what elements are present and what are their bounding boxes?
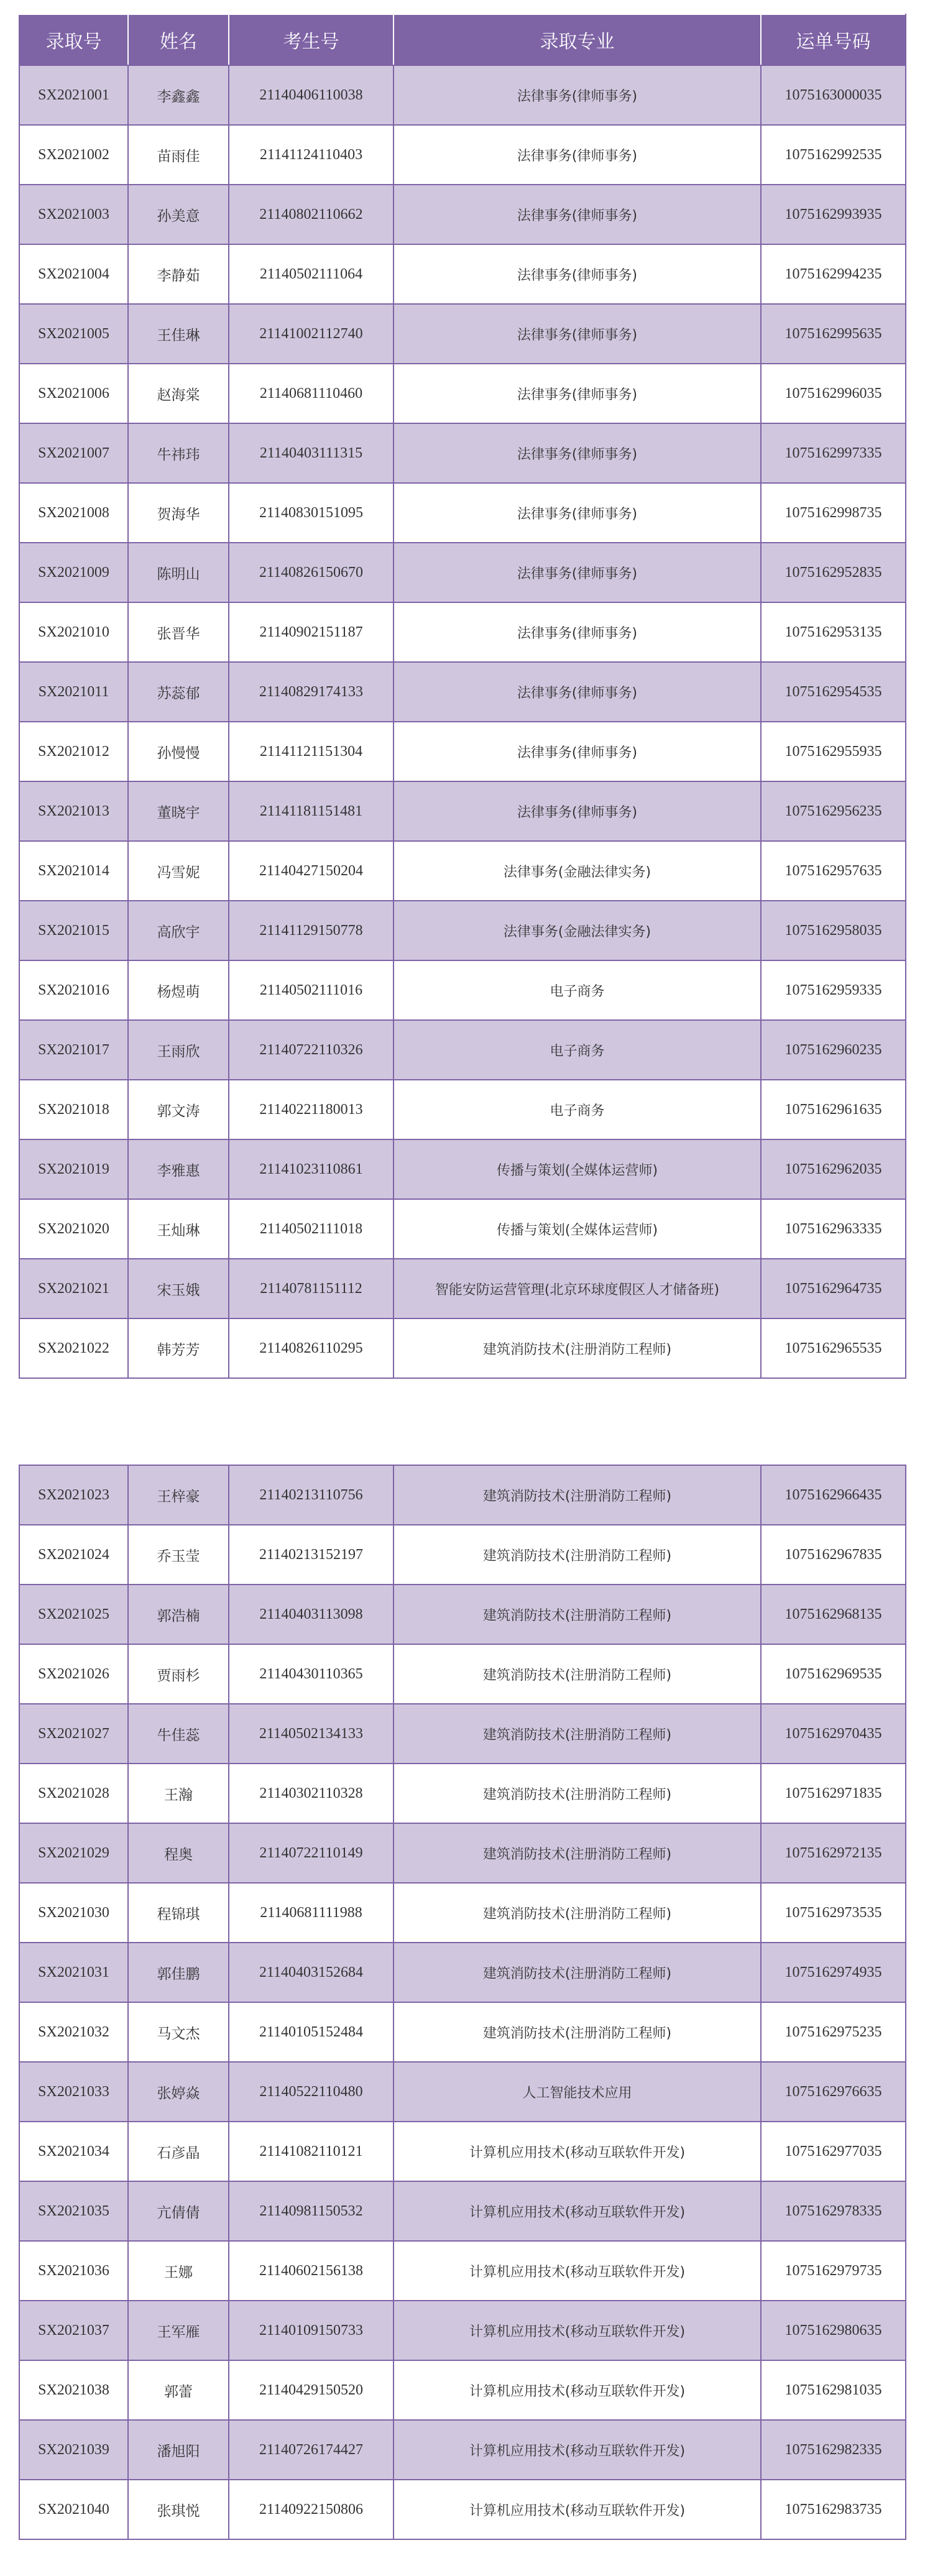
major-cell: 建筑消防技术(注册消防工程师) — [393, 1525, 761, 1585]
exam-no-cell: 21140981150532 — [229, 2181, 393, 2241]
major-cell: 智能安防运营管理(北京环球度假区人才储备班) — [393, 1259, 761, 1318]
admission-no-cell: SX2021022 — [19, 1318, 128, 1378]
major-cell: 建筑消防技术(注册消防工程师) — [393, 1585, 761, 1644]
major-cell: 电子商务 — [393, 1080, 761, 1139]
admission-no-cell: SX2021017 — [19, 1020, 128, 1080]
major-cell: 法律事务(律师事务) — [393, 602, 761, 662]
waybill-no-cell: 1075162958035 — [761, 901, 906, 960]
exam-no-cell: 21140502134133 — [229, 1704, 393, 1764]
student-name-cell: 孙美意 — [128, 185, 229, 244]
waybill-no-cell: 1075162956235 — [761, 781, 906, 841]
student-name-cell: 郭文涛 — [128, 1080, 229, 1139]
student-name-cell: 郭浩楠 — [128, 1585, 229, 1644]
student-name-cell: 郭蕾 — [128, 2360, 229, 2420]
major-cell: 电子商务 — [393, 960, 761, 1020]
student-name-cell: 王瀚 — [128, 1764, 229, 1823]
table-row — [19, 1644, 906, 1704]
major-cell: 计算机应用技术(移动互联软件开发) — [393, 2360, 761, 2420]
table-row — [19, 1465, 906, 1525]
student-name-cell: 程奥 — [128, 1823, 229, 1883]
major-cell: 传播与策划(全媒体运营师) — [393, 1139, 761, 1199]
table-row — [19, 841, 906, 901]
waybill-no-cell: 1075162963335 — [761, 1199, 906, 1259]
table-row — [19, 65, 906, 125]
student-name-cell: 张婷焱 — [128, 2062, 229, 2122]
waybill-no-cell: 1075162998735 — [761, 483, 906, 543]
waybill-no-cell: 1075162973535 — [761, 1883, 906, 1943]
exam-no-cell: 21141002112740 — [229, 304, 393, 364]
major-cell: 法律事务(律师事务) — [393, 185, 761, 244]
waybill-no-cell: 1075162994235 — [761, 244, 906, 304]
student-name-cell: 王灿琳 — [128, 1199, 229, 1259]
major-cell: 法律事务(律师事务) — [393, 65, 761, 125]
table-row — [19, 244, 906, 304]
header-name: 姓名 — [128, 14, 229, 65]
admission-no-cell: SX2021011 — [19, 662, 128, 722]
admission-no-cell: SX2021001 — [19, 65, 128, 125]
major-cell: 法律事务(金融法律实务) — [393, 901, 761, 960]
waybill-no-cell: 1075162977035 — [761, 2122, 906, 2181]
student-name-cell: 李鑫鑫 — [128, 65, 229, 125]
exam-no-cell: 21140681110460 — [229, 364, 393, 423]
major-cell: 法律事务(律师事务) — [393, 304, 761, 364]
admission-no-cell: SX2021013 — [19, 781, 128, 841]
admission-no-cell: SX2021003 — [19, 185, 128, 244]
admission-no-cell: SX2021006 — [19, 364, 128, 423]
waybill-no-cell: 1075162968135 — [761, 1585, 906, 1644]
header-exam-no: 考生号 — [229, 14, 393, 65]
admission-no-cell: SX2021004 — [19, 244, 128, 304]
admission-no-cell: SX2021027 — [19, 1704, 128, 1764]
exam-no-cell: 21140406110038 — [229, 65, 393, 125]
exam-no-cell: 21140830151095 — [229, 483, 393, 543]
admission-no-cell: SX2021030 — [19, 1883, 128, 1943]
major-cell: 法律事务(律师事务) — [393, 543, 761, 602]
major-cell: 建筑消防技术(注册消防工程师) — [393, 1318, 761, 1378]
student-name-cell: 潘旭阳 — [128, 2420, 229, 2480]
admission-no-cell: SX2021024 — [19, 1525, 128, 1585]
table-row — [19, 364, 906, 423]
table-row — [19, 1704, 906, 1764]
exam-no-cell: 21141129150778 — [229, 901, 393, 960]
student-name-cell: 苏蕊郁 — [128, 662, 229, 722]
admission-no-cell: SX2021026 — [19, 1644, 128, 1704]
waybill-no-cell: 1075162967835 — [761, 1525, 906, 1585]
exam-no-cell: 21140213152197 — [229, 1525, 393, 1585]
major-cell: 法律事务(律师事务) — [393, 722, 761, 781]
table-body-2 — [19, 1465, 906, 2539]
exam-no-cell: 21140922150806 — [229, 2480, 393, 2539]
student-name-cell: 李静茹 — [128, 244, 229, 304]
student-name-cell: 张琪悦 — [128, 2480, 229, 2539]
admission-no-cell: SX2021007 — [19, 423, 128, 483]
waybill-no-cell: 1075162957635 — [761, 841, 906, 901]
waybill-no-cell: 1075162954535 — [761, 662, 906, 722]
header-major: 录取专业 — [393, 14, 761, 65]
admission-no-cell: SX2021029 — [19, 1823, 128, 1883]
student-name-cell: 李雅惠 — [128, 1139, 229, 1199]
admission-table-part-1 — [19, 14, 906, 1379]
waybill-no-cell: 1075162975235 — [761, 2002, 906, 2062]
table-row — [19, 602, 906, 662]
exam-no-cell: 21140213110756 — [229, 1465, 393, 1525]
admission-no-cell: SX2021033 — [19, 2062, 128, 2122]
table-row — [19, 1199, 906, 1259]
exam-no-cell: 21140826150670 — [229, 543, 393, 602]
admission-no-cell: SX2021014 — [19, 841, 128, 901]
student-name-cell: 张晋华 — [128, 602, 229, 662]
waybill-no-cell: 1075162982335 — [761, 2420, 906, 2480]
table-row — [19, 1525, 906, 1585]
waybill-no-cell: 1075162993935 — [761, 185, 906, 244]
waybill-no-cell: 1075162997335 — [761, 423, 906, 483]
exam-no-cell: 21140781151112 — [229, 1259, 393, 1318]
major-cell: 电子商务 — [393, 1020, 761, 1080]
student-name-cell: 贾雨杉 — [128, 1644, 229, 1704]
exam-no-cell: 21140902151187 — [229, 602, 393, 662]
table-row — [19, 185, 906, 244]
admission-no-cell: SX2021025 — [19, 1585, 128, 1644]
student-name-cell: 王梓豪 — [128, 1465, 229, 1525]
student-name-cell: 王雨欣 — [128, 1020, 229, 1080]
table-row — [19, 1943, 906, 2002]
major-cell: 法律事务(律师事务) — [393, 423, 761, 483]
table-row — [19, 960, 906, 1020]
student-name-cell: 董晓宇 — [128, 781, 229, 841]
major-cell: 法律事务(律师事务) — [393, 244, 761, 304]
table-row — [19, 1764, 906, 1823]
major-cell: 计算机应用技术(移动互联软件开发) — [393, 2241, 761, 2301]
major-cell: 法律事务(律师事务) — [393, 125, 761, 185]
waybill-no-cell: 1075163000035 — [761, 65, 906, 125]
header-admission-no: 录取号 — [19, 14, 128, 65]
admission-table-part-2 — [19, 1465, 906, 2540]
admission-no-cell: SX2021005 — [19, 304, 128, 364]
table-body-1 — [19, 65, 906, 1378]
admission-no-cell: SX2021023 — [19, 1465, 128, 1525]
admission-no-cell: SX2021020 — [19, 1199, 128, 1259]
table-row — [19, 1318, 906, 1378]
table-row — [19, 2002, 906, 2062]
waybill-no-cell: 1075162996035 — [761, 364, 906, 423]
table-row — [19, 125, 906, 185]
student-name-cell: 王军雁 — [128, 2301, 229, 2360]
waybill-no-cell: 1075162959335 — [761, 960, 906, 1020]
major-cell: 建筑消防技术(注册消防工程师) — [393, 1823, 761, 1883]
waybill-no-cell: 1075162952835 — [761, 543, 906, 602]
student-name-cell: 马文杰 — [128, 2002, 229, 2062]
exam-no-cell: 21140826110295 — [229, 1318, 393, 1378]
major-cell: 法律事务(律师事务) — [393, 483, 761, 543]
major-cell: 人工智能技术应用 — [393, 2062, 761, 2122]
admission-no-cell: SX2021015 — [19, 901, 128, 960]
major-cell: 法律事务(律师事务) — [393, 781, 761, 841]
exam-no-cell: 21140430110365 — [229, 1644, 393, 1704]
table-row — [19, 1585, 906, 1644]
exam-no-cell: 21140403111315 — [229, 423, 393, 483]
student-name-cell: 宋玉娥 — [128, 1259, 229, 1318]
waybill-no-cell: 1075162980635 — [761, 2301, 906, 2360]
admission-no-cell: SX2021018 — [19, 1080, 128, 1139]
major-cell: 建筑消防技术(注册消防工程师) — [393, 2002, 761, 2062]
waybill-no-cell: 1075162961635 — [761, 1080, 906, 1139]
table-row — [19, 2062, 906, 2122]
exam-no-cell: 21141181151481 — [229, 781, 393, 841]
exam-no-cell: 21140502111018 — [229, 1199, 393, 1259]
student-name-cell: 乔玉莹 — [128, 1525, 229, 1585]
exam-no-cell: 21140802110662 — [229, 185, 393, 244]
table-row — [19, 2181, 906, 2241]
exam-no-cell: 21140429150520 — [229, 2360, 393, 2420]
table-row — [19, 781, 906, 841]
exam-no-cell: 21140403152684 — [229, 1943, 393, 2002]
table-row — [19, 1139, 906, 1199]
admission-no-cell: SX2021019 — [19, 1139, 128, 1199]
table-row — [19, 2420, 906, 2480]
waybill-no-cell: 1075162970435 — [761, 1704, 906, 1764]
waybill-no-cell: 1075162992535 — [761, 125, 906, 185]
exam-no-cell: 21140722110149 — [229, 1823, 393, 1883]
admission-no-cell: SX2021021 — [19, 1259, 128, 1318]
table-row — [19, 722, 906, 781]
exam-no-cell: 21140105152484 — [229, 2002, 393, 2062]
table-row — [19, 1259, 906, 1318]
table-row — [19, 2480, 906, 2539]
table-row — [19, 304, 906, 364]
waybill-no-cell: 1075162995635 — [761, 304, 906, 364]
table-row — [19, 1883, 906, 1943]
waybill-no-cell: 1075162953135 — [761, 602, 906, 662]
table-row — [19, 1080, 906, 1139]
header-waybill-no: 运单号码 — [761, 14, 906, 65]
exam-no-cell: 21140502111064 — [229, 244, 393, 304]
table-header-row — [19, 14, 906, 65]
exam-no-cell: 21140302110328 — [229, 1764, 393, 1823]
major-cell: 法律事务(律师事务) — [393, 364, 761, 423]
table-row — [19, 2360, 906, 2420]
exam-no-cell: 21141023110861 — [229, 1139, 393, 1199]
major-cell: 建筑消防技术(注册消防工程师) — [393, 1644, 761, 1704]
student-name-cell: 贺海华 — [128, 483, 229, 543]
major-cell: 计算机应用技术(移动互联软件开发) — [393, 2480, 761, 2539]
waybill-no-cell: 1075162978335 — [761, 2181, 906, 2241]
exam-no-cell: 21141124110403 — [229, 125, 393, 185]
student-name-cell: 苗雨佳 — [128, 125, 229, 185]
major-cell: 计算机应用技术(移动互联软件开发) — [393, 2181, 761, 2241]
table-row — [19, 2301, 906, 2360]
student-name-cell: 冯雪妮 — [128, 841, 229, 901]
admission-no-cell: SX2021002 — [19, 125, 128, 185]
exam-no-cell: 21140829174133 — [229, 662, 393, 722]
table-row — [19, 1823, 906, 1883]
table-row — [19, 2241, 906, 2301]
admission-no-cell: SX2021040 — [19, 2480, 128, 2539]
waybill-no-cell: 1075162972135 — [761, 1823, 906, 1883]
waybill-no-cell: 1075162966435 — [761, 1465, 906, 1525]
table-row — [19, 901, 906, 960]
exam-no-cell: 21140109150733 — [229, 2301, 393, 2360]
waybill-no-cell: 1075162971835 — [761, 1764, 906, 1823]
table-row — [19, 543, 906, 602]
waybill-no-cell: 1075162981035 — [761, 2360, 906, 2420]
student-name-cell: 杨煜萌 — [128, 960, 229, 1020]
waybill-no-cell: 1075162974935 — [761, 1943, 906, 2002]
major-cell: 建筑消防技术(注册消防工程师) — [393, 1704, 761, 1764]
admission-no-cell: SX2021034 — [19, 2122, 128, 2181]
admission-no-cell: SX2021032 — [19, 2002, 128, 2062]
table-row — [19, 662, 906, 722]
student-name-cell: 高欣宇 — [128, 901, 229, 960]
major-cell: 计算机应用技术(移动互联软件开发) — [393, 2420, 761, 2480]
waybill-no-cell: 1075162955935 — [761, 722, 906, 781]
waybill-no-cell: 1075162969535 — [761, 1644, 906, 1704]
admission-no-cell: SX2021010 — [19, 602, 128, 662]
student-name-cell: 牛佳蕊 — [128, 1704, 229, 1764]
table-row — [19, 1020, 906, 1080]
table-row — [19, 423, 906, 483]
waybill-no-cell: 1075162964735 — [761, 1259, 906, 1318]
exam-no-cell: 21140522110480 — [229, 2062, 393, 2122]
admission-no-cell: SX2021037 — [19, 2301, 128, 2360]
student-name-cell: 赵海棠 — [128, 364, 229, 423]
student-name-cell: 牛祎玮 — [128, 423, 229, 483]
student-name-cell: 韩芳芳 — [128, 1318, 229, 1378]
admission-no-cell: SX2021009 — [19, 543, 128, 602]
exam-no-cell: 21141121151304 — [229, 722, 393, 781]
exam-no-cell: 21140502111016 — [229, 960, 393, 1020]
waybill-no-cell: 1075162976635 — [761, 2062, 906, 2122]
admission-no-cell: SX2021008 — [19, 483, 128, 543]
student-name-cell: 王佳琳 — [128, 304, 229, 364]
table-row — [19, 2122, 906, 2181]
exam-no-cell: 21140427150204 — [229, 841, 393, 901]
exam-no-cell: 21140602156138 — [229, 2241, 393, 2301]
admission-no-cell: SX2021036 — [19, 2241, 128, 2301]
exam-no-cell: 21140221180013 — [229, 1080, 393, 1139]
admission-no-cell: SX2021028 — [19, 1764, 128, 1823]
student-name-cell: 石彦晶 — [128, 2122, 229, 2181]
major-cell: 计算机应用技术(移动互联软件开发) — [393, 2301, 761, 2360]
major-cell: 建筑消防技术(注册消防工程师) — [393, 1465, 761, 1525]
table-row — [19, 483, 906, 543]
admission-no-cell: SX2021031 — [19, 1943, 128, 2002]
waybill-no-cell: 1075162962035 — [761, 1139, 906, 1199]
student-name-cell: 孙慢慢 — [128, 722, 229, 781]
major-cell: 计算机应用技术(移动互联软件开发) — [393, 2122, 761, 2181]
exam-no-cell: 21140726174427 — [229, 2420, 393, 2480]
major-cell: 法律事务(律师事务) — [393, 662, 761, 722]
admission-no-cell: SX2021012 — [19, 722, 128, 781]
major-cell: 建筑消防技术(注册消防工程师) — [393, 1943, 761, 2002]
exam-no-cell: 21140681111988 — [229, 1883, 393, 1943]
student-name-cell: 陈明山 — [128, 543, 229, 602]
admission-no-cell: SX2021016 — [19, 960, 128, 1020]
admission-no-cell: SX2021035 — [19, 2181, 128, 2241]
waybill-no-cell: 1075162960235 — [761, 1020, 906, 1080]
waybill-no-cell: 1075162983735 — [761, 2480, 906, 2539]
exam-no-cell: 21140403113098 — [229, 1585, 393, 1644]
major-cell: 建筑消防技术(注册消防工程师) — [393, 1883, 761, 1943]
student-name-cell: 郭佳鹏 — [128, 1943, 229, 2002]
student-name-cell: 王娜 — [128, 2241, 229, 2301]
waybill-no-cell: 1075162965535 — [761, 1318, 906, 1378]
major-cell: 传播与策划(全媒体运营师) — [393, 1199, 761, 1259]
exam-no-cell: 21141082110121 — [229, 2122, 393, 2181]
admission-no-cell: SX2021038 — [19, 2360, 128, 2420]
exam-no-cell: 21140722110326 — [229, 1020, 393, 1080]
major-cell: 法律事务(金融法律实务) — [393, 841, 761, 901]
admission-no-cell: SX2021039 — [19, 2420, 128, 2480]
major-cell: 建筑消防技术(注册消防工程师) — [393, 1764, 761, 1823]
waybill-no-cell: 1075162979735 — [761, 2241, 906, 2301]
student-name-cell: 亢倩倩 — [128, 2181, 229, 2241]
student-name-cell: 程锦琪 — [128, 1883, 229, 1943]
